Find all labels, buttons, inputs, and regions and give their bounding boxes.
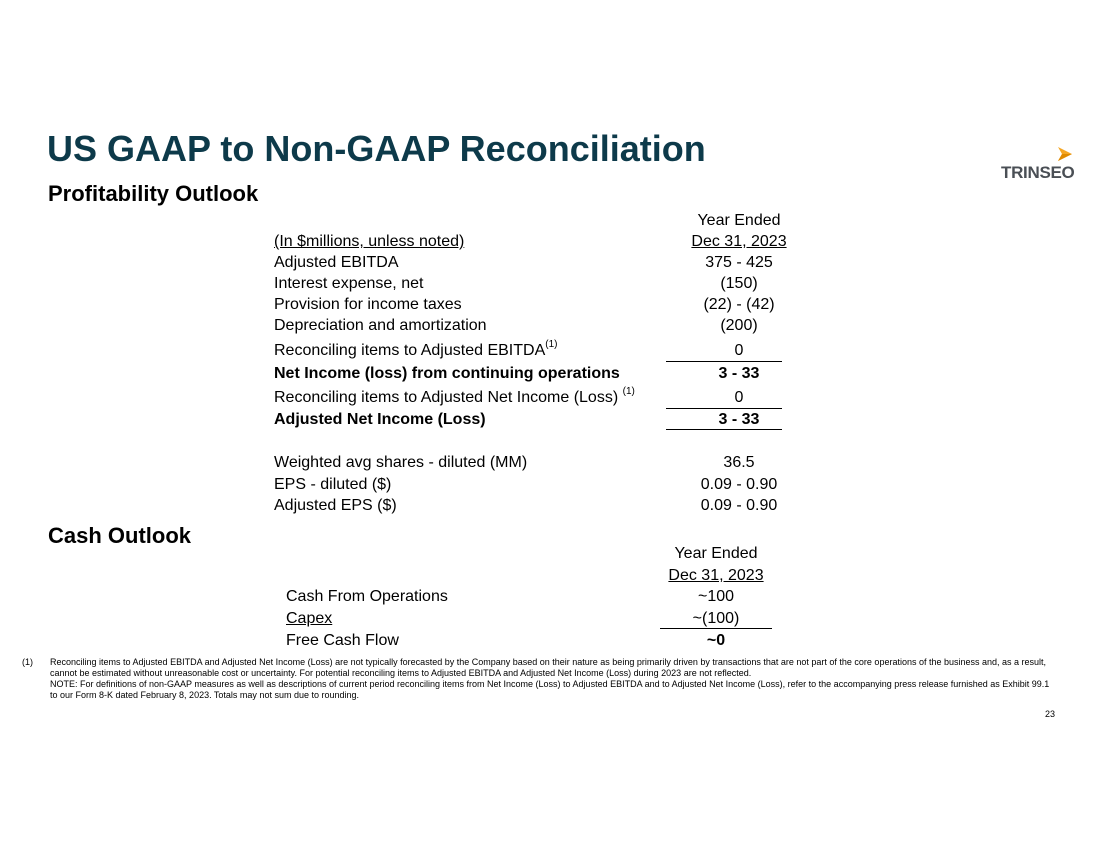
subtotal-rule xyxy=(666,361,782,362)
table-row xyxy=(274,474,784,495)
table-row xyxy=(274,452,784,473)
row-value: 3 - 33 xyxy=(718,365,760,382)
row-value: (200) xyxy=(720,317,758,334)
subtotal-rule xyxy=(660,628,772,629)
row-label: Free Cash Flow xyxy=(286,632,399,649)
footnote-ref: (1) xyxy=(545,338,558,350)
row-label: EPS - diluted ($) xyxy=(274,476,392,493)
row-value: (22) - (42) xyxy=(703,296,775,313)
row-label: Capex xyxy=(286,610,333,627)
trinseo-logo xyxy=(998,145,1080,185)
row-label: Cash From Operations xyxy=(286,588,448,605)
row-value: 0 xyxy=(734,342,744,359)
footnotes xyxy=(22,657,1052,701)
table-row xyxy=(274,340,784,361)
profitability-header-row-1 xyxy=(274,210,784,231)
row-value: ~100 xyxy=(697,588,735,605)
row-label: Adjusted EPS ($) xyxy=(274,497,397,514)
row-label xyxy=(274,387,635,408)
row-label: Adjusted EBITDA xyxy=(274,254,399,271)
row-label xyxy=(274,340,557,361)
row-value: 0.09 - 0.90 xyxy=(700,497,778,514)
row-value: 0.09 - 0.90 xyxy=(700,476,778,493)
row-value: 375 - 425 xyxy=(705,254,773,271)
page-number: 23 xyxy=(1045,709,1056,719)
row-label: Net Income (loss) from continuing operations xyxy=(274,365,620,382)
table-row xyxy=(274,273,784,294)
row-label: Interest expense, net xyxy=(274,275,424,292)
row-label-text: Reconciling items to Adjusted EBITDA xyxy=(274,342,546,359)
year-ended-label: Year Ended xyxy=(674,545,758,562)
row-label-text: Reconciling items to Adjusted Net Income (Loss) xyxy=(274,389,623,406)
table-row xyxy=(286,586,776,607)
cash-header-row-2 xyxy=(286,565,776,586)
logo-chevron-icon xyxy=(1056,145,1074,163)
table-row xyxy=(274,495,784,516)
table-row xyxy=(286,608,776,629)
slide-title: US GAAP to Non-GAAP Reconciliation xyxy=(47,128,706,169)
row-label: Weighted avg shares - diluted (MM) xyxy=(274,454,528,471)
row-value: 3 - 33 xyxy=(718,411,760,428)
footnote-1: Reconciling items to Adjusted EBITDA and Adjusted Net Income (Loss) are not typically forecasted by the Company based on their nature as being primarily driven by transactions that are not part of the core operations of the business and, as a result, cannot be estimated without unreasonable cost or uncertainty. For potential reconciling items to Adjusted EBITDA and Adjusted Net Income (Loss) during 2023 are not reflected. xyxy=(50,657,1047,678)
table-row xyxy=(274,409,784,430)
year-ended-label: Year Ended xyxy=(697,212,781,229)
row-value: 0 xyxy=(734,389,744,406)
table-row xyxy=(274,315,784,336)
period-label: Dec 31, 2023 xyxy=(691,233,787,250)
footnote-note: NOTE: For definitions of non-GAAP measures as well as descriptions of current period reconciling items from Net Income (Loss) to Adjusted EBITDA and to Adjusted Net Income (Loss), refer to the accompanying press release furnished as Exhibit 99.1 to our Form 8-K dated February 8, 2023. Totals may not sum due to rounding. xyxy=(50,679,1050,700)
profitability-heading: Profitability Outlook xyxy=(48,181,259,206)
table-row xyxy=(274,294,784,315)
row-label: Provision for income taxes xyxy=(274,296,462,313)
period-label: Dec 31, 2023 xyxy=(668,567,764,584)
footnote-ref: (1) xyxy=(622,385,635,397)
row-value: ~0 xyxy=(706,632,726,649)
cash-header-row-1 xyxy=(286,543,776,564)
table-row xyxy=(286,630,776,651)
table-row xyxy=(274,387,784,408)
units-label: (In $millions, unless noted) xyxy=(274,233,465,250)
footnote-mark: (1) xyxy=(22,657,33,667)
profitability-header-row-2 xyxy=(274,231,787,252)
table-row xyxy=(274,252,784,273)
row-value: ~(100) xyxy=(692,610,740,627)
row-value: 36.5 xyxy=(723,454,755,471)
row-label: Depreciation and amortization xyxy=(274,317,487,334)
row-label: Adjusted Net Income (Loss) xyxy=(274,411,486,428)
row-value: (150) xyxy=(720,275,758,292)
cash-heading: Cash Outlook xyxy=(48,523,192,548)
total-rule xyxy=(666,429,782,430)
logo-text: TRINSEO xyxy=(1001,163,1075,182)
table-row xyxy=(274,363,784,384)
